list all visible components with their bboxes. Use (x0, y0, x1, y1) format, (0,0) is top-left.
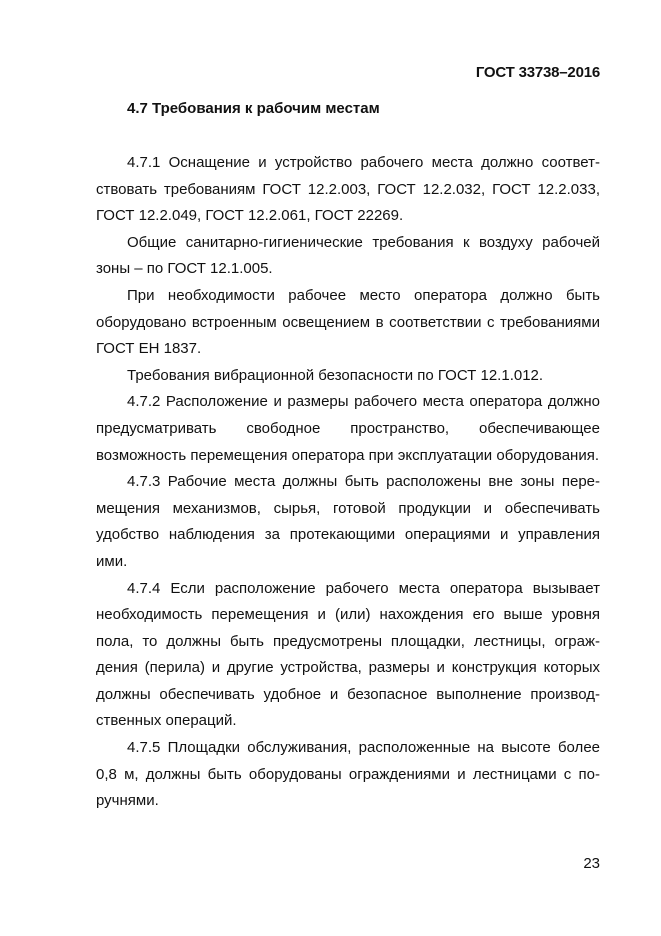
paragraph-air-requirements: Общие санитарно-гигиенические требования к воздуху рабочей зоны – по ГОСТ 12.1.005. (96, 233, 600, 278)
paragraph-4-7-1: 4.7.1 Оснащение и устройство рабочего места должно соответствовать требованиям ГОСТ 12.2.003, ГОСТ 12.2.032, ГОСТ 12.2.033, ГОСТ 12.2.049, ГОСТ 12.2.061, ГОСТ 22269. (96, 154, 600, 225)
section-body (96, 150, 600, 815)
paragraph-lighting: При необходимости рабочее место оператора должно быть оборудовано встроенным освещением в соответствии с требованиями ГОСТ ЕН 1837. (96, 286, 600, 358)
paragraph-4-7-4: 4.7.4 Если расположение рабочего места оператора вызывает необходимость перемещения и (или) нахождения его выше уровня пола, то должны быть предусмотрены площадки, лестницы, ограждения (перила) и другие устройства, размеры и конструкция которых должны обеспечивать удобное и безопасное выполнение производственных операций. (96, 579, 600, 730)
section-title: 4.7 Требования к рабочим местам (127, 100, 380, 117)
paragraph-vibration: Требования вибрационной безопасности по ГОСТ 12.1.012. (127, 366, 544, 384)
standard-header: ГОСТ 33738–2016 (475, 64, 600, 81)
page-number: 23 (583, 855, 600, 872)
paragraph-4-7-3: 4.7.3 Рабочие места должны быть расположены вне зоны перемещения механизмов, сырья, готовой продукции и обеспечивать удобство наблюдения за протекающими операциями и управления ими. (96, 473, 600, 570)
paragraph-4-7-5: 4.7.5 Площадки обслуживания, расположенные на высоте более 0,8 м, должны быть оборудованы ограждениями и лестницами с поручнями. (96, 739, 600, 810)
paragraph-4-7-2: 4.7.2 Расположение и размеры рабочего места оператора должно предусматривать свободное пространство, обеспечивающее возможность перемещения оператора при эксплуатации оборудования. (96, 393, 600, 464)
